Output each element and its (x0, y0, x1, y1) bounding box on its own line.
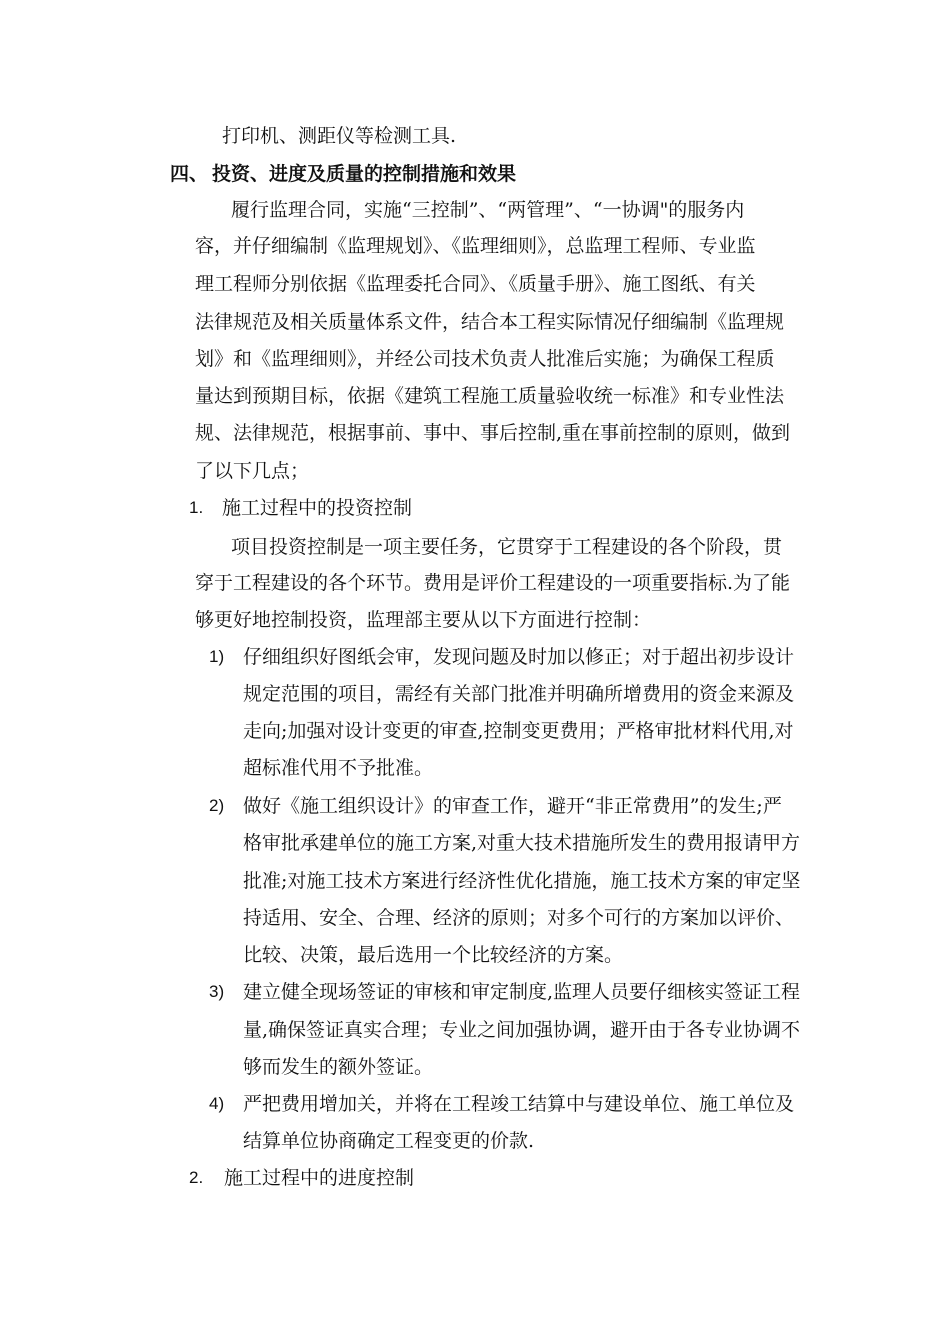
item-1-intro-line-1: 项目投资控制是一项主要任务，它贯穿于工程建设的各个阶段，贯 (231, 536, 783, 558)
section-4-title: 投资、进度及质量的控制措施和效果 (212, 163, 517, 185)
section-4-intro-line-4: 法律规范及相关质量体系文件，结合本工程实际情况仔细编制《监理规 (195, 311, 785, 333)
item-2-number: 2. (189, 1168, 204, 1187)
subitem-2-line-2: 格审批承建单位的施工方案,对重大技术措施所发生的费用报请甲方 (243, 832, 801, 854)
section-4-intro-line-2: 容，并仔细编制《监理规划》、《监理细则》，总监理工程师、专业监 (195, 235, 756, 257)
item-2-title: 施工过程中的进度控制 (224, 1167, 415, 1189)
subitem-1-line-2: 规定范围的项目，需经有关部门批准并明确所增费用的资金来源及 (243, 683, 795, 705)
top-line: 打印机、测距仪等检测工具. (222, 125, 457, 147)
subitem-3-number: 3) (209, 982, 225, 1001)
subitem-2-line-4: 持适用、安全、合理、经济的原则；对多个可行的方案加以评价、 (243, 907, 795, 929)
subitem-2-number: 2) (209, 796, 225, 815)
subitem-2-line-5: 比较、决策，最后选用一个比较经济的方案。 (243, 944, 624, 966)
subitem-3-line-3: 够而发生的额外签证。 (243, 1056, 434, 1078)
item-1-number: 1. (189, 498, 204, 517)
item-1-intro-line-3: 够更好地控制投资，监理部主要从以下方面进行控制： (195, 609, 652, 631)
item-1-intro-line-2: 穿于工程建设的各个环节。费用是评价工程建设的一项重要指标.为了能 (195, 572, 791, 594)
subitem-1-number: 1) (209, 647, 225, 666)
section-4-intro-line-1: 履行监理合同，实施“三控制”、“两管理”、“一协调"的服务内 (231, 199, 745, 221)
subitem-4-line-2: 结算单位协商确定工程变更的价款. (243, 1130, 535, 1152)
section-4-intro-line-6: 量达到预期目标，依据《建筑工程施工质量验收统一标准》和专业性法 (195, 385, 785, 407)
section-4-intro-line-3: 理工程师分别依据《监理委托合同》、《质量手册》、施工图纸、有关 (195, 273, 756, 295)
subitem-1-line-1: 仔细组织好图纸会审，发现问题及时加以修正；对于超出初步设计 (243, 646, 795, 668)
subitem-1-line-3: 走向;加强对设计变更的审查,控制变更费用；严格审批材料代用,对 (243, 720, 794, 742)
section-4-intro-line-5: 划》和《监理细则》，并经公司技术负责人批准后实施；为确保工程质 (195, 348, 775, 370)
item-1-title: 施工过程中的投资控制 (222, 497, 413, 519)
section-4-number: 四、 (170, 163, 209, 185)
subitem-2-line-1: 做好《施工组织设计》的审查工作，避开“非正常费用”的发生;严 (243, 795, 782, 817)
subitem-1-line-4: 超标准代用不予批准。 (243, 757, 434, 779)
subitem-3-line-2: 量,确保签证真实合理；专业之间加强协调，避开由于各专业协调不 (243, 1019, 801, 1041)
subitem-4-line-1: 严把费用增加关，并将在工程竣工结算中与建设单位、施工单位及 (243, 1093, 795, 1115)
subitem-2-line-3: 批准;对施工技术方案进行经济性优化措施，施工技术方案的审定坚 (243, 870, 801, 892)
subitem-4-number: 4) (209, 1094, 225, 1113)
subitem-3-line-1: 建立健全现场签证的审核和审定制度,监理人员要仔细核实签证工程 (243, 981, 801, 1003)
section-4-intro-line-7: 规、法律规范，根据事前、事中、事后控制,重在事前控制的原则，做到 (195, 422, 791, 444)
section-4-intro-line-8: 了以下几点； (195, 460, 310, 482)
